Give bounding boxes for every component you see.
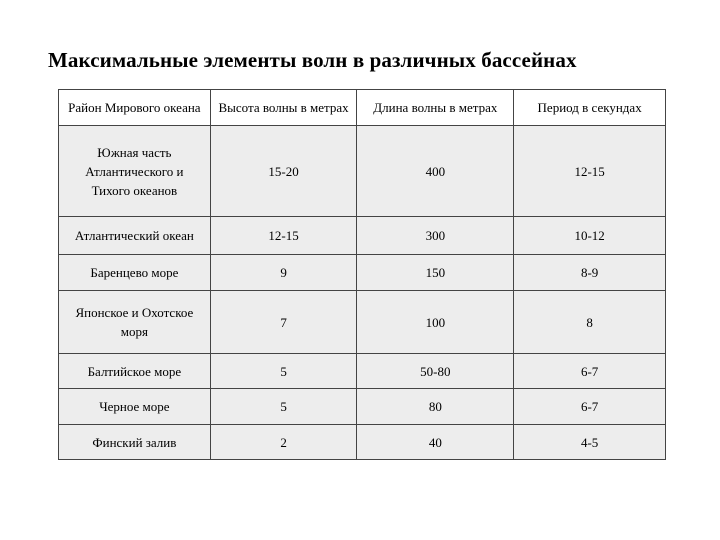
cell-period: 8-9 [514, 255, 666, 291]
column-header-height: Высота волны в метрах [210, 90, 357, 126]
cell-height: 5 [210, 389, 357, 425]
cell-height: 7 [210, 291, 357, 354]
table-row [59, 217, 666, 255]
table-header-row [59, 90, 666, 126]
wave-table [58, 89, 666, 460]
cell-region: Черное море [59, 389, 211, 425]
cell-height: 2 [210, 425, 357, 460]
table-row [59, 354, 666, 389]
cell-length: 100 [357, 291, 514, 354]
cell-length: 50-80 [357, 354, 514, 389]
cell-length: 40 [357, 425, 514, 460]
cell-length: 400 [357, 126, 514, 217]
cell-region: Южная часть Атлантического и Тихого океанов [59, 126, 211, 217]
column-header-period: Период в секундах [514, 90, 666, 126]
cell-height: 12-15 [210, 217, 357, 255]
cell-period: 8 [514, 291, 666, 354]
cell-length: 80 [357, 389, 514, 425]
table-row [59, 255, 666, 291]
table-row [59, 291, 666, 354]
cell-period: 6-7 [514, 354, 666, 389]
table-row [59, 425, 666, 460]
cell-height: 9 [210, 255, 357, 291]
cell-region: Японское и Охотское моря [59, 291, 211, 354]
cell-period: 6-7 [514, 389, 666, 425]
cell-length: 150 [357, 255, 514, 291]
cell-region: Финский залив [59, 425, 211, 460]
cell-height: 15-20 [210, 126, 357, 217]
cell-period: 10-12 [514, 217, 666, 255]
cell-period: 4-5 [514, 425, 666, 460]
table-row [59, 126, 666, 217]
column-header-length: Длина волны в метрах [357, 90, 514, 126]
cell-length: 300 [357, 217, 514, 255]
page-title: Максимальные элементы волн в различных бассейнах [48, 48, 577, 72]
column-header-region: Район Мирового океана [59, 90, 211, 126]
cell-region: Баренцево море [59, 255, 211, 291]
cell-region: Балтийское море [59, 354, 211, 389]
cell-region: Атлантический океан [59, 217, 211, 255]
table-row [59, 389, 666, 425]
cell-period: 12-15 [514, 126, 666, 217]
cell-height: 5 [210, 354, 357, 389]
